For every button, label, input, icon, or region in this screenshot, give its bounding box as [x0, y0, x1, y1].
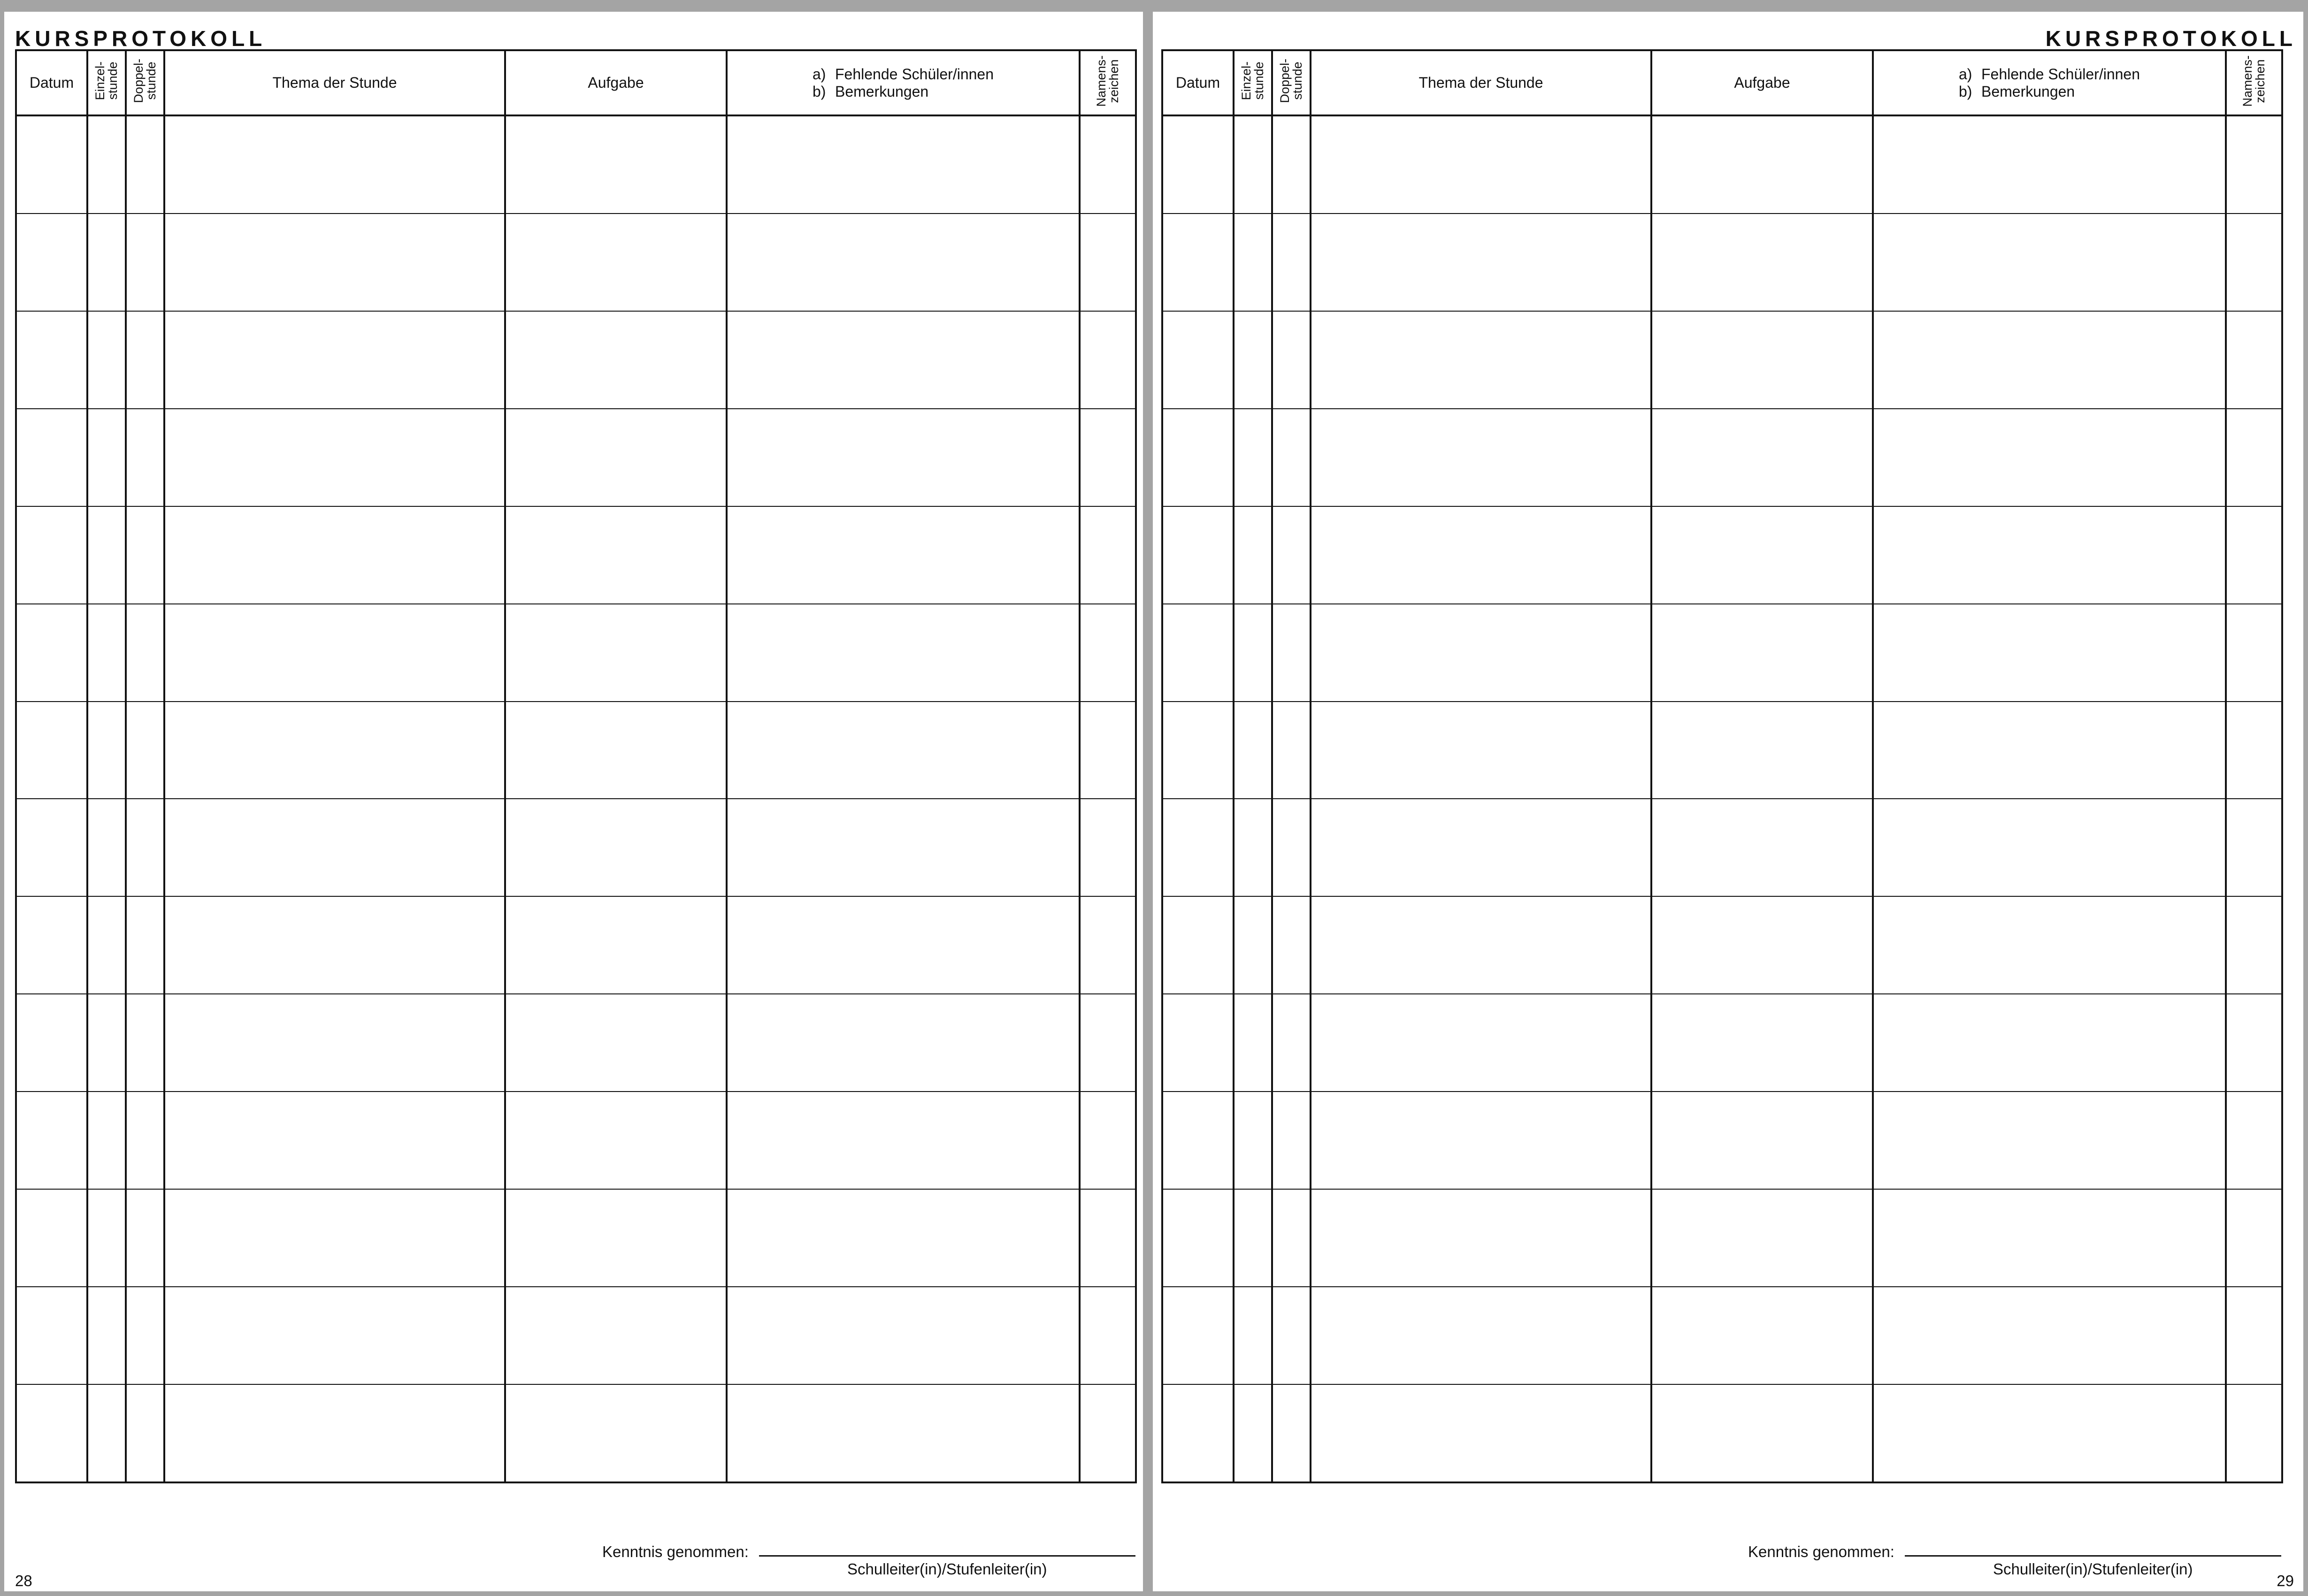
namenszeichen-cell[interactable] [1080, 896, 1136, 994]
doppelstunde-cell[interactable] [126, 702, 164, 799]
table-row [1162, 994, 2282, 1092]
doppelstunde-cell[interactable] [1272, 994, 1311, 1092]
einzelstunde-cell[interactable] [1234, 1384, 1272, 1482]
aufgabe-cell[interactable] [505, 1384, 727, 1482]
remarks-cell[interactable] [727, 799, 1080, 896]
aufgabe-cell[interactable] [1651, 896, 1873, 994]
thema-cell[interactable] [1311, 409, 1651, 506]
einzelstunde-cell[interactable] [87, 115, 126, 214]
namenszeichen-cell[interactable] [2226, 896, 2282, 994]
header-doppelstunde-label: Doppel- stunde [1278, 59, 1304, 103]
remarks-a-text: Fehlende Schüler/innen [835, 65, 994, 83]
einzelstunde-cell[interactable] [1234, 799, 1272, 896]
thema-cell[interactable] [164, 702, 505, 799]
header-einzelstunde [87, 50, 126, 115]
header-remarks-labels [1959, 66, 2140, 100]
datum-cell[interactable] [1162, 409, 1234, 506]
namenszeichen-cell[interactable] [1080, 604, 1136, 702]
header-einzelstunde [1234, 50, 1272, 115]
einzelstunde-cell[interactable] [87, 604, 126, 702]
namenszeichen-cell[interactable] [1080, 702, 1136, 799]
aufgabe-cell[interactable] [1651, 409, 1873, 506]
table-row [1162, 115, 2282, 214]
einzelstunde-cell[interactable] [1234, 702, 1272, 799]
table-row [16, 994, 1136, 1092]
header-doppelstunde-label: Doppel- stunde [131, 59, 158, 103]
header-datum-label: Datum [1175, 74, 1220, 91]
einzelstunde-cell[interactable] [1234, 994, 1272, 1092]
einzelstunde-cell[interactable] [1234, 214, 1272, 311]
doppelstunde-cell[interactable] [126, 604, 164, 702]
aufgabe-cell[interactable] [505, 994, 727, 1092]
remarks-cell[interactable] [727, 311, 1080, 409]
page-title: KURSPROTOKOLL [2045, 26, 2297, 51]
remarks-b-text: Bemerkungen [835, 83, 929, 100]
doppelstunde-cell[interactable] [1272, 799, 1311, 896]
aufgabe-cell[interactable] [505, 1092, 727, 1189]
namenszeichen-cell[interactable] [2226, 1384, 2282, 1482]
namenszeichen-cell[interactable] [2226, 994, 2282, 1092]
einzelstunde-cell[interactable] [87, 1384, 126, 1482]
aufgabe-cell[interactable] [1651, 1287, 1873, 1384]
thema-cell[interactable] [1311, 604, 1651, 702]
header-doppelstunde [1272, 50, 1311, 115]
signature-role: Schulleiter(in)/Stufenleiter(in) [847, 1560, 1047, 1578]
doppelstunde-cell[interactable] [126, 994, 164, 1092]
namenszeichen-cell[interactable] [2226, 311, 2282, 409]
doppelstunde-cell[interactable] [126, 214, 164, 311]
aufgabe-cell[interactable] [505, 799, 727, 896]
header-doppelstunde [126, 50, 164, 115]
doppelstunde-cell[interactable] [1272, 409, 1311, 506]
remarks-cell[interactable] [727, 1092, 1080, 1189]
datum-cell[interactable] [1162, 506, 1234, 604]
thema-cell[interactable] [1311, 506, 1651, 604]
doppelstunde-cell[interactable] [126, 409, 164, 506]
thema-cell[interactable] [164, 799, 505, 896]
thema-cell[interactable] [1311, 799, 1651, 896]
header-aufgabe [1651, 50, 1873, 115]
thema-cell[interactable] [164, 409, 505, 506]
table-row [1162, 214, 2282, 311]
aufgabe-cell[interactable] [505, 311, 727, 409]
left-page [4, 12, 1143, 1591]
table-row [1162, 604, 2282, 702]
namenszeichen-cell[interactable] [1080, 214, 1136, 311]
doppelstunde-cell[interactable] [1272, 115, 1311, 214]
remarks-cell[interactable] [1873, 214, 2226, 311]
namenszeichen-cell[interactable] [1080, 1384, 1136, 1482]
thema-cell[interactable] [164, 214, 505, 311]
remarks-cell[interactable] [1873, 1189, 2226, 1287]
table-row [1162, 896, 2282, 994]
header-row [16, 50, 1136, 115]
thema-cell[interactable] [164, 1384, 505, 1482]
header-aufgabe-label: Aufgabe [588, 74, 644, 91]
page-number: 28 [15, 1572, 32, 1589]
aufgabe-cell[interactable] [505, 604, 727, 702]
namenszeichen-cell[interactable] [2226, 1287, 2282, 1384]
namenszeichen-cell[interactable] [1080, 1189, 1136, 1287]
thema-cell[interactable] [164, 1092, 505, 1189]
namenszeichen-cell[interactable] [2226, 604, 2282, 702]
einzelstunde-cell[interactable] [87, 1189, 126, 1287]
aufgabe-cell[interactable] [505, 1189, 727, 1287]
datum-cell[interactable] [16, 1287, 87, 1384]
page-title: KURSPROTOKOLL [15, 26, 267, 51]
einzelstunde-cell[interactable] [87, 1287, 126, 1384]
datum-cell[interactable] [16, 311, 87, 409]
doppelstunde-cell[interactable] [126, 1189, 164, 1287]
aufgabe-cell[interactable] [1651, 994, 1873, 1092]
remarks-b-marker: b) [1958, 83, 1972, 100]
doppelstunde-cell[interactable] [1272, 604, 1311, 702]
remarks-cell[interactable] [727, 702, 1080, 799]
namenszeichen-cell[interactable] [2226, 1092, 2282, 1189]
table-body [1162, 115, 2282, 1482]
einzelstunde-cell[interactable] [1234, 1287, 1272, 1384]
remarks-cell[interactable] [1873, 994, 2226, 1092]
doppelstunde-cell[interactable] [126, 1287, 164, 1384]
datum-cell[interactable] [16, 409, 87, 506]
header-namenszeichen [2226, 50, 2282, 115]
header-einzelstunde-label: Einzel- stunde [93, 61, 120, 100]
datum-cell[interactable] [16, 994, 87, 1092]
remarks-cell[interactable] [1873, 115, 2226, 214]
table-row [16, 115, 1136, 214]
doppelstunde-cell[interactable] [1272, 702, 1311, 799]
header-datum [16, 50, 87, 115]
table-row [1162, 506, 2282, 604]
table-row [16, 1384, 1136, 1482]
aufgabe-cell[interactable] [505, 1287, 727, 1384]
thema-cell[interactable] [1311, 1189, 1651, 1287]
namenszeichen-cell[interactable] [2226, 799, 2282, 896]
table-row [1162, 1384, 2282, 1482]
remarks-a-text: Fehlende Schüler/innen [1981, 65, 2140, 83]
einzelstunde-cell[interactable] [87, 311, 126, 409]
aufgabe-cell[interactable] [1651, 1092, 1873, 1189]
thema-cell[interactable] [164, 1287, 505, 1384]
einzelstunde-cell[interactable] [87, 896, 126, 994]
table-row [16, 1092, 1136, 1189]
doppelstunde-cell[interactable] [126, 1092, 164, 1189]
aufgabe-cell[interactable] [1651, 604, 1873, 702]
table-row [16, 1287, 1136, 1384]
table-row [1162, 1092, 2282, 1189]
remarks-cell[interactable] [727, 1384, 1080, 1482]
table-body [16, 115, 1136, 1482]
datum-cell[interactable] [1162, 1189, 1234, 1287]
thema-cell[interactable] [164, 604, 505, 702]
namenszeichen-cell[interactable] [2226, 506, 2282, 604]
remarks-a-marker: a) [1958, 65, 1972, 83]
doppelstunde-cell[interactable] [1272, 1189, 1311, 1287]
signature-line[interactable] [759, 1555, 1135, 1557]
thema-cell[interactable] [1311, 702, 1651, 799]
header-row [1162, 50, 2282, 115]
doppelstunde-cell[interactable] [1272, 311, 1311, 409]
signature-role: Schulleiter(in)/Stufenleiter(in) [1993, 1560, 2193, 1578]
table-row [16, 214, 1136, 311]
header-aufgabe [505, 50, 727, 115]
datum-cell[interactable] [1162, 799, 1234, 896]
datum-cell[interactable] [1162, 214, 1234, 311]
doppelstunde-cell[interactable] [126, 311, 164, 409]
header-remarks-labels [813, 66, 994, 100]
einzelstunde-cell[interactable] [1234, 604, 1272, 702]
namenszeichen-cell[interactable] [1080, 994, 1136, 1092]
datum-cell[interactable] [16, 115, 87, 214]
datum-cell[interactable] [16, 1384, 87, 1482]
einzelstunde-cell[interactable] [1234, 115, 1272, 214]
datum-cell[interactable] [1162, 994, 1234, 1092]
remarks-cell[interactable] [1873, 1287, 2226, 1384]
datum-cell[interactable] [1162, 1384, 1234, 1482]
remarks-b-text: Bemerkungen [1981, 83, 2075, 100]
doppelstunde-cell[interactable] [1272, 214, 1311, 311]
einzelstunde-cell[interactable] [1234, 506, 1272, 604]
einzelstunde-cell[interactable] [87, 799, 126, 896]
thema-cell[interactable] [1311, 115, 1651, 214]
header-datum-label: Datum [29, 74, 74, 91]
header-namenszeichen [1080, 50, 1136, 115]
einzelstunde-cell[interactable] [87, 1092, 126, 1189]
einzelstunde-cell[interactable] [87, 409, 126, 506]
thema-cell[interactable] [1311, 896, 1651, 994]
datum-cell[interactable] [1162, 311, 1234, 409]
header-datum [1162, 50, 1234, 115]
thema-cell[interactable] [1311, 311, 1651, 409]
table-row [16, 409, 1136, 506]
datum-cell[interactable] [16, 604, 87, 702]
table-row [16, 604, 1136, 702]
datum-cell[interactable] [1162, 604, 1234, 702]
datum-cell[interactable] [16, 214, 87, 311]
remarks-cell[interactable] [1873, 1384, 2226, 1482]
einzelstunde-cell[interactable] [87, 506, 126, 604]
einzelstunde-cell[interactable] [1234, 409, 1272, 506]
datum-cell[interactable] [1162, 1287, 1234, 1384]
aufgabe-cell[interactable] [1651, 214, 1873, 311]
aufgabe-cell[interactable] [505, 115, 727, 214]
doppelstunde-cell[interactable] [1272, 1287, 1311, 1384]
header-remarks [1873, 50, 2226, 115]
namenszeichen-cell[interactable] [1080, 799, 1136, 896]
table-row [16, 896, 1136, 994]
aufgabe-cell[interactable] [505, 214, 727, 311]
table-row [1162, 311, 2282, 409]
doppelstunde-cell[interactable] [126, 115, 164, 214]
datum-cell[interactable] [16, 1092, 87, 1189]
table-row [16, 311, 1136, 409]
doppelstunde-cell[interactable] [126, 896, 164, 994]
remarks-cell[interactable] [727, 214, 1080, 311]
remarks-cell[interactable] [1873, 799, 2226, 896]
remarks-cell[interactable] [1873, 1092, 2226, 1189]
header-thema-label: Thema der Stunde [272, 74, 397, 91]
table-row [1162, 799, 2282, 896]
thema-cell[interactable] [1311, 1384, 1651, 1482]
remarks-cell[interactable] [727, 115, 1080, 214]
datum-cell[interactable] [16, 799, 87, 896]
namenszeichen-cell[interactable] [2226, 214, 2282, 311]
doppelstunde-cell[interactable] [126, 799, 164, 896]
namenszeichen-cell[interactable] [2226, 1189, 2282, 1287]
signature-line[interactable] [1905, 1555, 2281, 1557]
aufgabe-cell[interactable] [505, 702, 727, 799]
datum-cell[interactable] [16, 1189, 87, 1287]
table-row [1162, 409, 2282, 506]
doppelstunde-cell[interactable] [1272, 1092, 1311, 1189]
table-row [1162, 1287, 2282, 1384]
datum-cell[interactable] [1162, 1092, 1234, 1189]
table-row [16, 799, 1136, 896]
namenszeichen-cell[interactable] [1080, 311, 1136, 409]
aufgabe-cell[interactable] [1651, 115, 1873, 214]
aufgabe-cell[interactable] [1651, 799, 1873, 896]
namenszeichen-cell[interactable] [1080, 506, 1136, 604]
table-row [1162, 702, 2282, 799]
namenszeichen-cell[interactable] [2226, 702, 2282, 799]
remarks-cell[interactable] [727, 994, 1080, 1092]
remarks-b-marker: b) [812, 83, 826, 100]
datum-cell[interactable] [16, 506, 87, 604]
aufgabe-cell[interactable] [1651, 1384, 1873, 1482]
remarks-cell[interactable] [1873, 506, 2226, 604]
einzelstunde-cell[interactable] [87, 994, 126, 1092]
namenszeichen-cell[interactable] [2226, 409, 2282, 506]
thema-cell[interactable] [164, 1189, 505, 1287]
header-namenszeichen-label: Namens- zeichen [2240, 55, 2267, 107]
remarks-cell[interactable] [1873, 604, 2226, 702]
remarks-cell[interactable] [727, 1189, 1080, 1287]
einzelstunde-cell[interactable] [1234, 896, 1272, 994]
namenszeichen-cell[interactable] [1080, 409, 1136, 506]
thema-cell[interactable] [164, 115, 505, 214]
thema-cell[interactable] [1311, 994, 1651, 1092]
einzelstunde-cell[interactable] [87, 702, 126, 799]
remarks-cell[interactable] [1873, 702, 2226, 799]
remarks-cell[interactable] [727, 1287, 1080, 1384]
namenszeichen-cell[interactable] [2226, 115, 2282, 214]
aufgabe-cell[interactable] [1651, 702, 1873, 799]
remarks-cell[interactable] [1873, 896, 2226, 994]
datum-cell[interactable] [1162, 702, 1234, 799]
thema-cell[interactable] [164, 896, 505, 994]
doppelstunde-cell[interactable] [126, 506, 164, 604]
datum-cell[interactable] [1162, 896, 1234, 994]
remarks-a-marker: a) [812, 65, 826, 83]
namenszeichen-cell[interactable] [1080, 115, 1136, 214]
header-aufgabe-label: Aufgabe [1734, 74, 1790, 91]
aufgabe-cell[interactable] [1651, 506, 1873, 604]
aufgabe-cell[interactable] [505, 409, 727, 506]
thema-cell[interactable] [1311, 1287, 1651, 1384]
einzelstunde-cell[interactable] [1234, 1189, 1272, 1287]
remarks-cell[interactable] [727, 506, 1080, 604]
table-row [16, 1189, 1136, 1287]
doppelstunde-cell[interactable] [1272, 506, 1311, 604]
einzelstunde-cell[interactable] [1234, 311, 1272, 409]
acknowledgement-label: Kenntnis genommen: [602, 1543, 749, 1560]
thema-cell[interactable] [164, 311, 505, 409]
course-log-table [1161, 49, 2283, 1483]
thema-cell[interactable] [1311, 214, 1651, 311]
datum-cell[interactable] [16, 702, 87, 799]
datum-cell[interactable] [1162, 115, 1234, 214]
remarks-cell[interactable] [727, 604, 1080, 702]
table-row [16, 506, 1136, 604]
remarks-cell[interactable] [727, 409, 1080, 506]
header-einzelstunde-label: Einzel- stunde [1239, 61, 1266, 100]
einzelstunde-cell[interactable] [87, 214, 126, 311]
aufgabe-cell[interactable] [505, 506, 727, 604]
table-row [1162, 1189, 2282, 1287]
remarks-cell[interactable] [1873, 409, 2226, 506]
header-thema [1311, 50, 1651, 115]
namenszeichen-cell[interactable] [1080, 1287, 1136, 1384]
doppelstunde-cell[interactable] [1272, 896, 1311, 994]
header-remarks [727, 50, 1080, 115]
thema-cell[interactable] [164, 994, 505, 1092]
aufgabe-cell[interactable] [1651, 311, 1873, 409]
aufgabe-cell[interactable] [505, 896, 727, 994]
thema-cell[interactable] [164, 506, 505, 604]
doppelstunde-cell[interactable] [1272, 1384, 1311, 1482]
right-page [1153, 12, 2303, 1591]
table-row [16, 702, 1136, 799]
remarks-cell[interactable] [727, 896, 1080, 994]
namenszeichen-cell[interactable] [1080, 1092, 1136, 1189]
header-namenszeichen-label: Namens- zeichen [1094, 55, 1121, 107]
page-number: 29 [2277, 1572, 2294, 1589]
datum-cell[interactable] [16, 896, 87, 994]
einzelstunde-cell[interactable] [1234, 1092, 1272, 1189]
aufgabe-cell[interactable] [1651, 1189, 1873, 1287]
course-log-table [15, 49, 1137, 1483]
remarks-cell[interactable] [1873, 311, 2226, 409]
header-thema-label: Thema der Stunde [1419, 74, 1543, 91]
acknowledgement-label: Kenntnis genommen: [1748, 1543, 1894, 1560]
thema-cell[interactable] [1311, 1092, 1651, 1189]
doppelstunde-cell[interactable] [126, 1384, 164, 1482]
header-thema [164, 50, 505, 115]
